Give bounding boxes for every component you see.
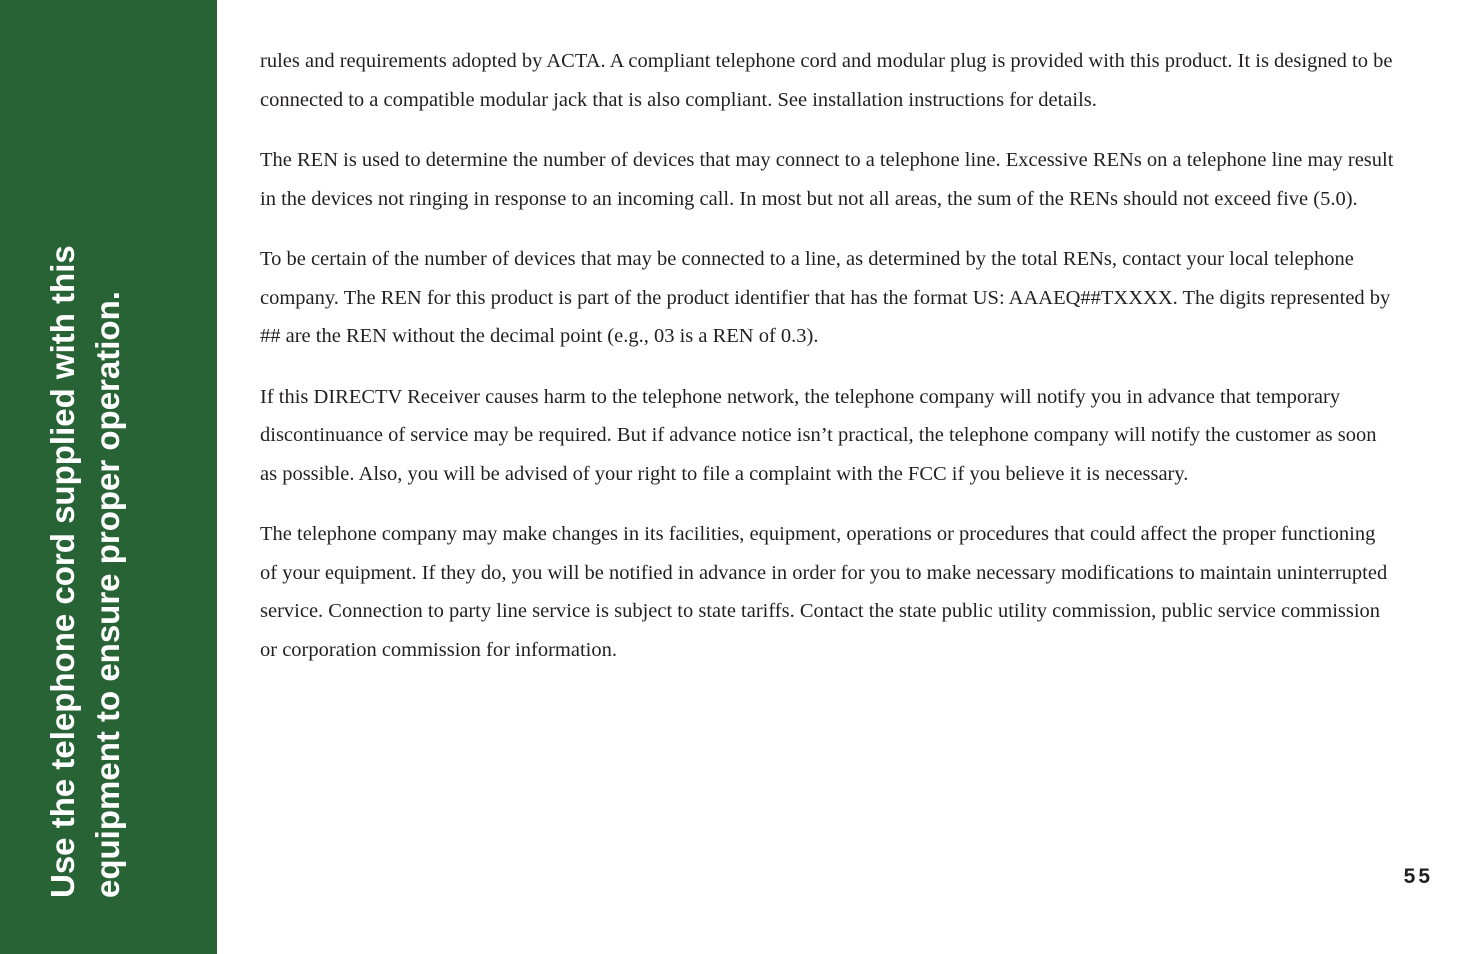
paragraph-network-harm: If this DIRECTV Receiver causes harm to the telephone network, the telephone company will notify you in advance that temporary discontinuance of service may be required. But if advance notice isn’t practical, the telephone company will notify the customer as soon as possible. Also, you will be advised of your right to file a complaint with the FCC if you believe it is necessary. [260, 385, 1377, 485]
paragraph-ren-count: To be certain of the number of devices that may be connected to a line, as determined by the total RENs, contact your local telephone company. The REN for this product is part of the product identifier that has the format US: AAAEQ##TXXXX. The digits represented by ## are the REN without the decimal point (e.g., 03 is a REN of 0.3). [260, 248, 1391, 347]
sidebar-callout-line-1: Use the telephone cord supplied with this [44, 245, 81, 898]
paragraph-ren-definition: The REN is used to determine the number of devices that may connect to a telephone line. Excessive RENs on a telephone line may result in the devices not ringing in response to an incoming call. In most but not all areas, the sum of the RENs should not exceed five (5.0). [260, 149, 1394, 210]
sidebar-callout-line-2: equipment to ensure proper operation. [89, 291, 126, 898]
page-number: 55 [1403, 865, 1433, 888]
sidebar-banner [0, 0, 217, 954]
paragraph-acta: rules and requirements adopted by ACTA. A compliant telephone cord and modular plug is provided with this product. It is designed to be connected to a compatible modular jack that is also compliant. See installation instructions for details. [260, 50, 1393, 111]
paragraph-company-changes: The telephone company may make changes in its facilities, equipment, operations or procedures that could affect the proper functioning of your equipment. If they do, you will be notified in advance in order for you to make necessary modifications to maintain uninterrupted service. Connection to party line service is subject to state tariffs. Contact the state public utility commission, public service commission or corporation commission for information. [260, 523, 1388, 661]
sidebar-callout [40, 98, 130, 898]
body-text [260, 42, 1395, 691]
